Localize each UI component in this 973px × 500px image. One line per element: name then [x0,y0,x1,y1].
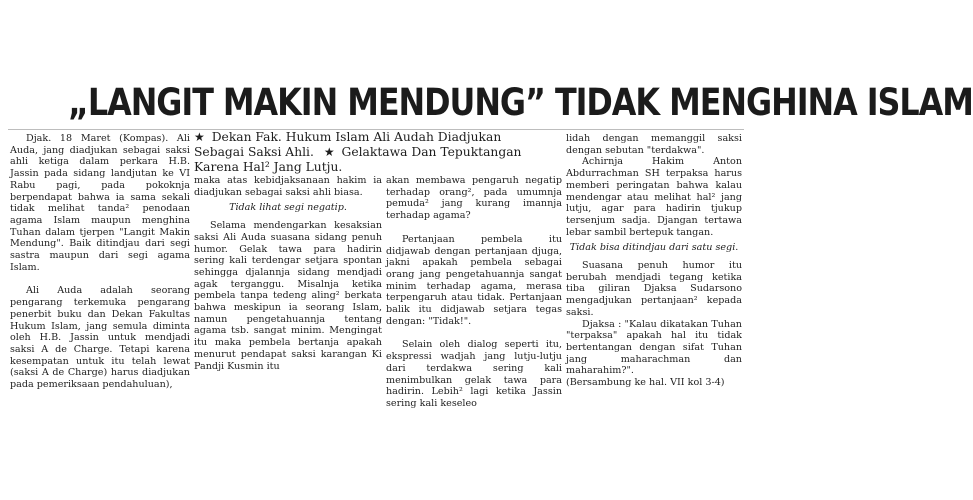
article-paragraph: Pertanjaan pembela itu didjawab dengan pertanjaan djuga, jakni apakah pembela sebagai orang jang pengetahuannja sangat minim terhadap agama, merasa terpengaruh atau tidak. Pertanjaan balik itu didjawab setjara tegas dengan: "Tidak!". [386,233,562,327]
article-paragraph: Suasana penuh humor itu berubah mendjadi tegang ketika tiba giliran Djaksa Sudarsono mengadjukan pertanjaan² kepada saksi. [566,260,742,318]
paragraph-gap [386,222,562,234]
article-paragraph: Achirnja Hakim Anton Abdurrachman SH terpaksa harus memberi peringatan bahwa kalau mendengar atau melihat hal² jang lutju, agar para hadirin tjukup tersenjum sadja. Djangan tertawa lebar sambil bertepuk tangan. [566,156,742,238]
star-icon: ★ [194,130,205,144]
paragraph-gap [386,327,562,339]
section-subhead: Tidak lihat segi negatip. [229,202,347,214]
article-paragraph: Ali Auda adalah seorang pengarang terkemuka pengarang penerbit buku dan Dekan Fakultas Hukum Islam, jang semula diminta oleh H.B. Jassin untuk mendjadi saksi A de Charge. Tetapi karena kesempatan untuk itu telah lewat (saksi A de Charge) harus diadjukan pada pemeriksaan pendahuluan), [10,285,190,391]
article-column-4 [566,133,742,478]
section-subhead: Tidak bisa ditindjau dari satu segi. [569,242,739,254]
article-paragraph: akan membawa pengaruh negatip terhadap orang², pada umumnja pemuda² jang kurang imannja terhadap agama? [386,175,562,222]
article-paragraph: Djaksa : "Kalau dikatakan Tuhan "terpaksa" apakah hal itu tidak bertentangan dengan sifat Tuhan jang maharachman dan maharahim?". [566,318,742,377]
article-paragraph: maka atas kebidjaksanaan hakim ia diadjukan sebagai saksi ahli biasa. [194,175,382,198]
continuation-note: (Bersambung ke hal. VII kol 3-4) [566,377,725,389]
deck-text: Karena Hal² Jang Lutju. [194,160,343,174]
deck-line-3 [194,160,564,175]
article-paragraph: Djak. 18 Maret (Kompas). Ali Auda, jang diadjukan sebagai saksi ahli ketiga dalam perkara H.B. Jassin pada sidang landjutan ke VI Rabu pagi, pada pokoknja berpendapat bahwa ia sama sekali tidak melihat tanda² penodaan agama Islam maupun menghina Tuhan dalam tjerpen "Langit Makin Mendung". Baik ditindjau dari segi sastra maupun dari segi agama Islam. [10,133,190,273]
article-paragraph: Selama mendengarkan kesaksian saksi Ali Auda suasana sidang penuh humor. Gelak tawa para hadirin sering kali terdengar setjara spontan sehingga djalannja sidang mendjadi agak terganggu. Misalnja ketika pembela tanpa tedeng aling² berkata bahwa meskipun ia seorang Islam, namun pengetahuannja tentang agama tsb. sangat minim. Mengingat itu maka pembela bertanja apakah menurut pendapat saksi karangan Ki Pandji Kusmin itu [194,220,382,372]
article-column-2 [194,175,382,478]
deck-text: Gelaktawa Dan Tepuktangan [341,145,522,159]
deck-line-1 [194,130,564,145]
article-paragraph: Selain oleh dialog seperti itu, ekspressi wadjah jang lutju-lutju dari terdakwa sering kali menimbulkan gelak tawa para hadirin. Lebih² lagi ketika Jassin sering kali keseleo [386,339,562,409]
article-column-3 [386,175,562,478]
article-paragraph: lidah dengan memanggil saksi dengan sebutan "terdakwa". [566,133,742,156]
deck-text: Dekan Fak. Hukum Islam Ali Audah Diadjukan [211,130,502,144]
paragraph-gap [10,273,190,285]
headline: „LANGIT MAKIN MENDUNG” TIDAK MENGHINA ISLAM [67,81,973,124]
article-column-1 [10,133,190,478]
deck-text: Sebagai Saksi Ahli. [194,145,314,159]
sub-headline-deck [194,130,564,175]
star-icon: ★ [323,145,335,159]
deck-line-2 [194,145,564,160]
